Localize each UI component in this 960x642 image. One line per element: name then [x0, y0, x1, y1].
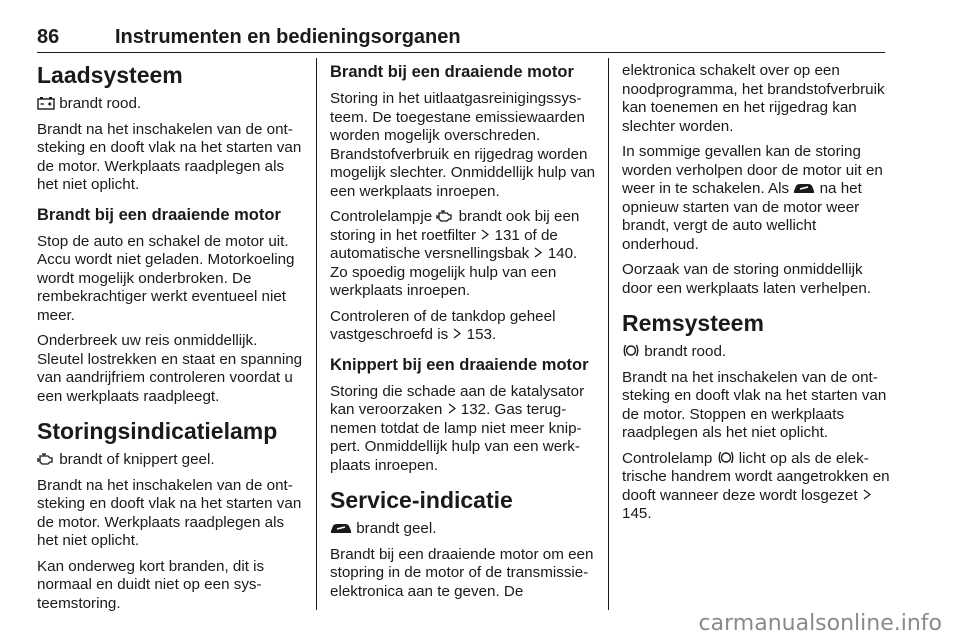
paragraph-text: brandt geel.	[352, 520, 437, 537]
page-number: 86	[37, 26, 60, 48]
battery-icon	[37, 96, 55, 110]
paragraph	[330, 520, 598, 539]
paragraph: Stop de auto en schakel de motor uit. Accu wordt niet geladen. Motorkoeling wordt mogelijk onderbroken. De rembekrachtiger werkt eventueel niet meer.	[37, 232, 295, 324]
column-2	[330, 62, 598, 608]
brake-icon	[717, 450, 735, 465]
paragraph-text: In sommige gevallen kan de storing worden verholpen door de motor uit en weer in te schakelen. Als	[622, 143, 883, 197]
column-1	[37, 62, 305, 620]
service-wrench-car-icon	[330, 521, 352, 535]
column-3	[622, 62, 890, 531]
watermark: carmanualsonline.info	[698, 611, 942, 636]
column-divider-1	[316, 58, 317, 610]
paragraph-text: Controleren of de tankdop geheel vastgeschroefd is	[330, 307, 556, 343]
column-divider-2	[608, 58, 609, 610]
paragraph	[622, 450, 890, 524]
page-reference[interactable]: 131	[494, 226, 520, 244]
paragraph-text: Gas terugnemen totdat de lamp niet meer knippert. Onmiddellijk hulp van een werkplaats inroepen.	[330, 401, 582, 474]
paragraph: Brandt na het inschakelen van de ontsteking en dooft vlak na het starten van de motor. Stoppen en werkplaats raadplegen als het niet oplicht.	[622, 368, 887, 441]
paragraph: elektronica schakelt over op een noodprogramma, het brandstofverbruik kan toenemen en het rijgedrag kan slechter worden.	[622, 62, 885, 135]
paragraph-text: licht op als de elektrische handrem wordt aangetrokken en dooft wanneer deze wordt losgezet	[622, 449, 890, 504]
page-reference-arrow-icon	[453, 328, 461, 339]
header-rule	[37, 52, 885, 53]
page-reference-arrow-icon	[448, 403, 456, 414]
paragraph	[330, 308, 598, 345]
paragraph-text: brandt rood.	[55, 95, 142, 112]
section-title-laadsysteem: Laadsysteem	[37, 62, 183, 88]
paragraph	[622, 143, 890, 254]
engine-check-icon	[436, 209, 454, 223]
page-reference[interactable]: 140.	[547, 245, 578, 262]
service-wrench-car-icon	[793, 181, 815, 195]
paragraph: Brandt na het inschakelen van de ontsteking en dooft vlak na het starten van de motor. Werkplaats raadplegen als het niet oplicht.	[37, 120, 302, 193]
subsection-title: Brandt bij een draaiende motor	[37, 205, 281, 224]
page-reference[interactable]: 132.	[460, 401, 491, 418]
paragraph: Brandt bij een draaiende motor om een stopring in de motor of de transmissie-elektronica aan te geven. De	[330, 545, 594, 600]
engine-check-icon	[37, 452, 55, 466]
paragraph: Onderbreek uw reis onmiddellijk. Sleutel lostrekken en staat en spanning van aandrijfriem controleren voordat u een werkplaats raadpleegt.	[37, 332, 303, 405]
paragraph: Brandt na het inschakelen van de ontsteking en dooft vlak na het starten van de motor. Werkplaats raadplegen als het niet oplicht.	[37, 476, 302, 549]
paragraph-text: Controlelampje	[330, 208, 437, 225]
paragraph	[330, 208, 598, 301]
paragraph-text: Controlelamp	[622, 449, 717, 467]
paragraph-text: brandt ook bij een storing in het roetfilter	[330, 208, 580, 244]
paragraph: Oorzaak van de storing onmiddellijk door een werkplaats laten verhelpen.	[622, 261, 872, 297]
page-reference-arrow-icon	[481, 229, 489, 240]
paragraph: Storing in het uitlaatgasreinigingssysteem. De toegestane emissiewaarden worden mogelijk overschreden. Brandstofverbruik en rijgedrag worden mogelijk slechter. Onmiddellijk hulp van een werkplaats inroepen.	[330, 90, 596, 200]
paragraph-text: Zo spoedig mogelijk hulp van een werkplaats inroepen.	[330, 263, 557, 299]
paragraph	[37, 451, 305, 470]
brake-icon	[622, 343, 640, 358]
paragraph-text: of de automatische versnellingsbak	[330, 226, 558, 262]
paragraph-text: brandt of knippert geel.	[55, 451, 215, 468]
section-title-storingsindicatielamp: Storingsindicatielamp	[37, 418, 278, 444]
subsection-title: Knippert bij een draaiende motor	[330, 355, 589, 374]
paragraph-text: brandt rood.	[640, 343, 727, 360]
page-header	[37, 26, 885, 50]
paragraph-text: na het opnieuw starten van de motor weer brandt, vergt de auto wellicht onderhoud.	[622, 180, 862, 253]
paragraph: Kan onderweg kort branden, dit is normaal en duidt niet op een systeemstoring.	[37, 557, 265, 612]
paragraph-text: Storing die schade aan de katalysator kan veroorzaken	[330, 382, 585, 418]
page-reference-arrow-icon	[863, 489, 871, 500]
section-title-remsysteem: Remsysteem	[622, 310, 764, 336]
section-title-service-indicatie: Service-indicatie	[330, 487, 513, 513]
paragraph	[622, 343, 890, 362]
paragraph	[37, 95, 305, 114]
page-reference-arrow-icon	[534, 247, 542, 258]
chapter-title: Instrumenten en bedieningsorganen	[115, 26, 461, 48]
page-reference[interactable]: 153.	[466, 326, 497, 343]
page-reference[interactable]: 145.	[622, 505, 652, 522]
paragraph	[330, 383, 598, 476]
subsection-title: Brandt bij een draaiende motor	[330, 63, 574, 81]
